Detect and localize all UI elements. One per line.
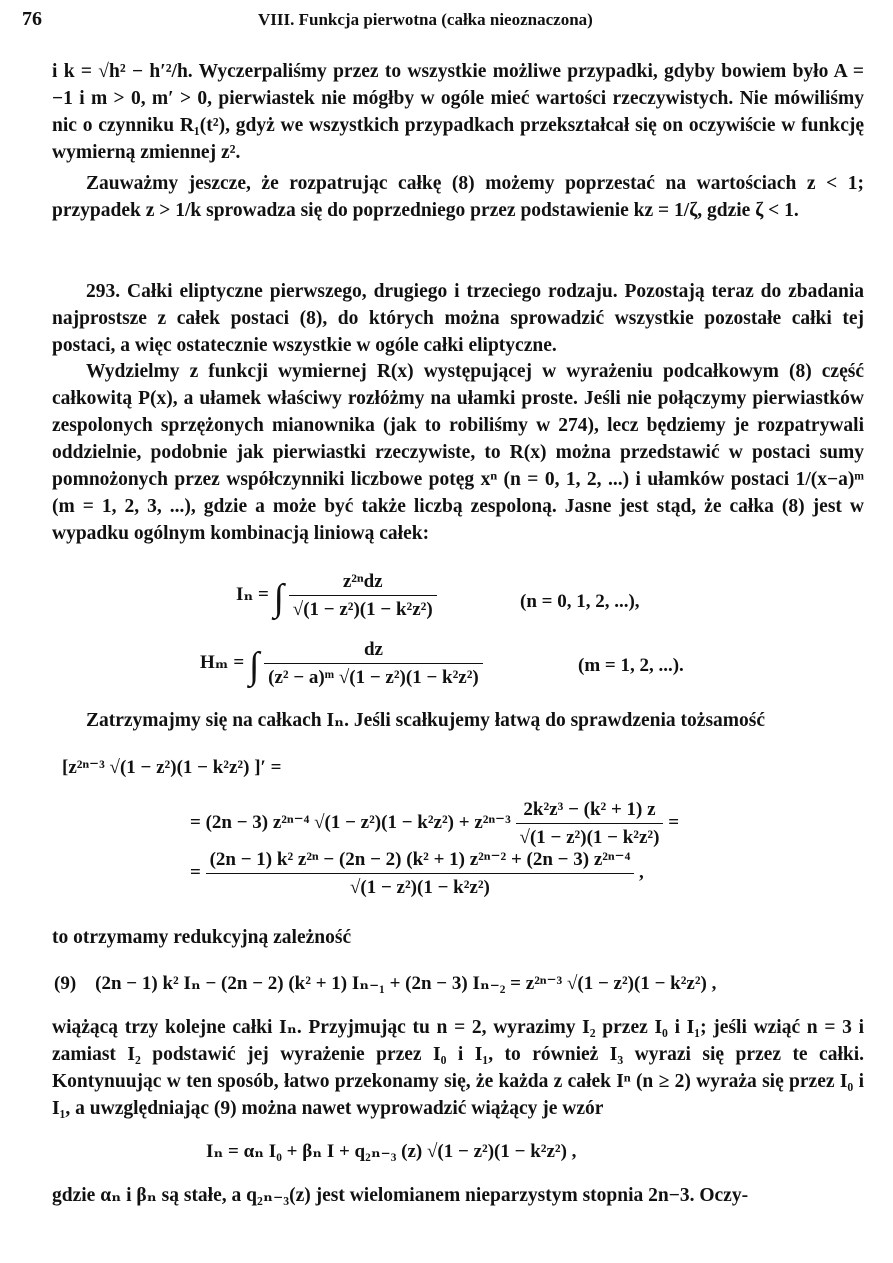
paragraph-1: i k = √h² − h′²/h. Wyczerpaliśmy przez to wszystkie możliwe przypadki, gdyby bowiem było A = −1 i m > 0, m′ > 0, pierwiastek nie mógłby w ogóle mieć wartości rzeczywistych. Nie mówiliśmy nic o czynniku R₁(t²), gdyż we wszystkich przypadkach przekształcał się on oczywiście w funkcję wymierną zmiennej z². — [52, 61, 864, 163]
identity-line-1: [z²ⁿ⁻³ √(1 − z²)(1 − k²z²) ]′ = — [62, 757, 282, 778]
paragraph-7: wiążącą trzy kolejne całki Iₙ. Przyjmując tu n = 2, wyrazimy I₂ przez I₀ i I₁; jeśli wziąć n = 3 i zamiast I₂ podstawić jej wyrażenie przez I₀ i I₁, to również I₃ wyrazi się przez te całki. Kontynuując w ten sposób, łatwo przekonamy się, że każda z całek Iⁿ (n ≥ 2) wyraża się przez I₀ i I₁, a uwzględniając (9) można nawet wyprowadzić wiążący je wzór — [52, 1017, 864, 1119]
identity-line-3-denominator: √(1 − z²)(1 − k²z²) — [206, 873, 635, 901]
paragraph-5: Zatrzymajmy się na całkach Iₙ. Jeśli scałkujemy łatwą do sprawdzenia tożsamość — [86, 710, 766, 731]
section-text: Pozostają teraz do zbadania najprostsze z całek postaci (8), do których można sprowadzić wszystkie pozostałe całki tej postaci, a więc ostatecznie wszystkie w ogóle całki eliptyczne. — [52, 281, 864, 356]
formula-Hm-fraction — [264, 636, 483, 691]
identity-line-3-fraction — [206, 846, 635, 901]
identity-line-3-comma: , — [639, 861, 644, 883]
formula-Hm — [200, 636, 483, 691]
identity-line-2-numerator: 2k²z³ − (k² + 1) z — [523, 799, 656, 820]
formula-Hm-lhs: Hₘ = — [200, 651, 245, 673]
formula-In — [236, 568, 437, 623]
section-293-paragraph — [52, 278, 864, 359]
identity-line-2 — [190, 796, 679, 851]
section-number: 293. — [86, 281, 121, 302]
formula-Hm-condition: (m = 1, 2, ...). — [578, 655, 684, 676]
equation-9 — [54, 970, 716, 997]
formula-In-condition: (n = 0, 1, 2, ...), — [520, 591, 640, 612]
integral-sign-icon: ∫ — [273, 576, 285, 619]
formula-In-numerator: z²ⁿdz — [342, 571, 383, 592]
final-formula: Iₙ = αₙ I₀ + βₙ I + q₂ₙ₋₃ (z) √(1 − z²)(1 − k²z²) , — [206, 1141, 577, 1162]
formula-Hm-denominator: (z² − a)ᵐ √(1 − z²)(1 − k²z²) — [264, 663, 483, 691]
paragraph-8: gdzie αₙ i βₙ są stałe, a q₂ₙ₋₃(z) jest wielomianem nieparzystym stopnia 2n−3. Oczy- — [52, 1185, 749, 1206]
page-number: 76 — [22, 8, 42, 30]
formula-In-denominator: √(1 − z²)(1 − k²z²) — [289, 595, 437, 623]
equation-9-body: (2n − 1) k² Iₙ − (2n − 2) (k² + 1) Iₙ₋₁ + (2n − 3) Iₙ₋₂ = z²ⁿ⁻³ √(1 − z²)(1 − k²z²) , — [95, 973, 717, 994]
identity-line-3-numerator: (2n − 1) k² z²ⁿ − (2n − 2) (k² + 1) z²ⁿ⁻² + (2n − 3) z²ⁿ⁻⁴ — [209, 849, 631, 870]
section-title: Całki eliptyczne pierwszego, drugiego i trzeciego rodzaju. — [127, 281, 618, 302]
formula-In-lhs: Iₙ = — [236, 583, 269, 605]
identity-line-2-equals: = — [668, 811, 680, 833]
identity-line-3 — [190, 846, 644, 901]
formula-Hm-numerator: dz — [363, 639, 383, 660]
equation-9-label: (9) — [54, 973, 77, 994]
paragraph-4: Wydzielmy z funkcji wymiernej R(x) występującej w wyrażeniu podcałkowym (8) część całkowitą P(x), a ułamek właściwy rozłóżmy na ułamki proste. Jeśli nie połączymy pierwiastków zespolonych sprzężonych mianownika (jak to robiliśmy w 274), lecz będziemy je rozpatrywali oddzielnie, podobnie jak pierwiastki rzeczywiste, to R(x) można przedstawić w postaci sumy pomnożonych przez współczynniki liczbowe potęg xⁿ (n = 0, 1, 2, ...) i ułamków postaci 1/(x−a)ᵐ (m = 1, 2, 3, ...), gdzie a może być także liczbą zespoloną. Jasne jest stąd, że całka (8) jest w wypadku ogólnym kombinacją liniową całek: — [52, 361, 864, 544]
paragraph-2: Zauważmy jeszcze, że rozpatrując całkę (8) możemy poprzestać na wartościach z < 1; przypadek z > 1/k sprowadza się do poprzedniego przez podstawienie kz = 1/ζ, gdzie ζ < 1. — [52, 173, 864, 221]
paragraph-6: to otrzymamy redukcyjną zależność — [52, 927, 352, 948]
running-header: VIII. Funkcja pierwotna (całka nieoznaczona) — [258, 10, 593, 29]
identity-line-2-denominator: √(1 − z²)(1 − k²z²) — [516, 823, 664, 851]
identity-line-2-terms: = (2n − 3) z²ⁿ⁻⁴ √(1 − z²)(1 − k²z²) + z²ⁿ⁻³ — [190, 811, 511, 833]
integral-sign-icon: ∫ — [248, 644, 260, 687]
formula-In-fraction — [289, 568, 437, 623]
identity-line-3-equals: = — [190, 861, 201, 883]
identity-line-2-fraction — [516, 796, 664, 851]
